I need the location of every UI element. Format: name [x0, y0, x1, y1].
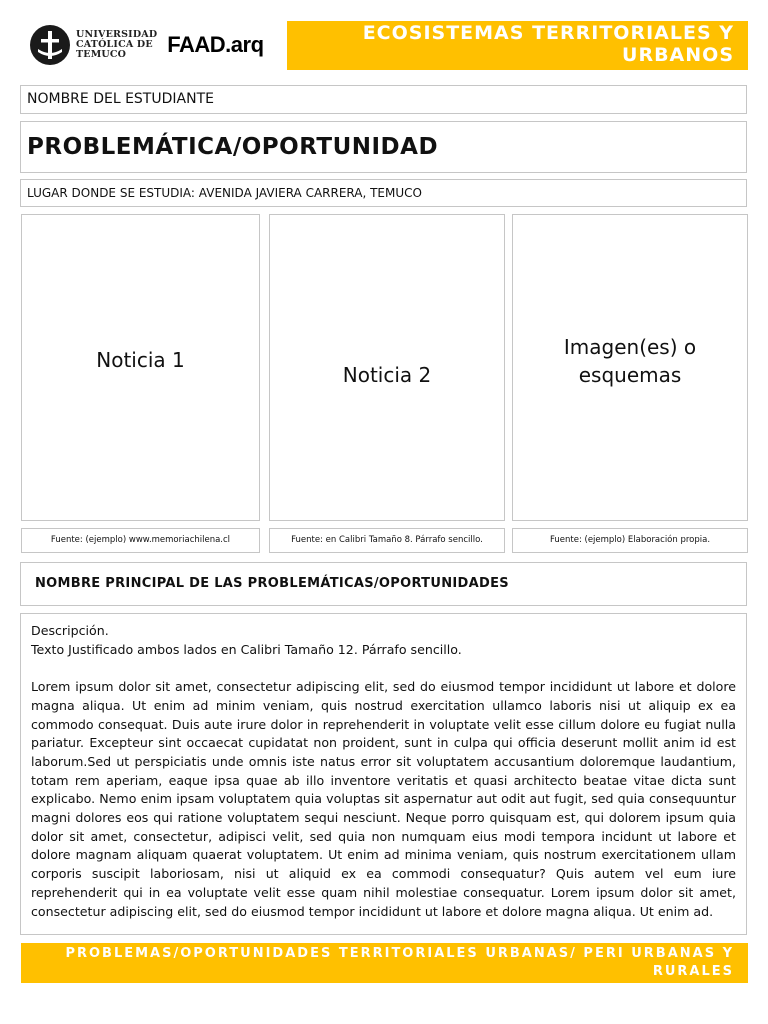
description-instruction: Texto Justificado ambos lados en Calibri Tamaño 12. Párrafo sencillo.	[31, 641, 462, 657]
panel-label: Noticia 1	[96, 347, 185, 372]
study-place-field[interactable]: LUGAR DONDE SE ESTUDIA: AVENIDA JAVIERA CARRERA, TEMUCO	[20, 179, 747, 207]
panel-label: Noticia 2	[342, 363, 432, 387]
footer-band: PROBLEMAS/OPORTUNIDADES TERRITORIALES URBANAS/ PERI URBANAS Y RURALES	[21, 943, 748, 983]
problem-title[interactable]: NOMBRE PRINCIPAL DE LAS PROBLEMÁTICAS/OPORTUNIDADES	[20, 562, 747, 606]
university-name: UNIVERSIDAD CATÓLICA DE TEMUCO	[76, 29, 158, 60]
header-title-band: ECOSISTEMAS TERRITORIALES Y URBANOS	[287, 21, 748, 70]
news-panel-2[interactable]	[269, 214, 505, 521]
source-caption-3[interactable]: Fuente: (ejemplo) Elaboración propia.	[512, 528, 748, 553]
university-logo	[28, 22, 278, 68]
university-seal-icon	[28, 23, 72, 67]
page-title: PROBLEMÁTICA/OPORTUNIDAD	[20, 121, 747, 173]
description-body: Lorem ipsum dolor sit amet, consectetur adipiscing elit, sed do eiusmod tempor incididunt ut labore et dolore magna aliqua. Ut enim ad minim veniam, quis nostrud exercitation ullamco laboris nisi ut aliquip ex ea commodo consequat. Duis aute irure dolor in reprehenderit in voluptate velit esse cillum dolore eu fugiat nulla pariatur. Excepteur sint occaecat cupidatat non proident, sunt in culpa qui officia deserunt mollit anim id est laborum.Sed ut perspiciatis unde omnis iste natus error sit voluptatem accusantium doloremque laudantium, totam rem aperiam, eaque ipsa quae ab illo inventore veritatis et quasi architecto beatae vitae dicta sunt explicabo. Nemo enim ipsam voluptatem quia voluptas sit aspernatur aut odit aut fugit, sed quia consequuntur magni dolores eos qui ratione voluptatem sequi nesciunt. Neque porro quisquam est, qui dolorem ipsum quia dolor sit amet, consectetur, adipisci velit, sed quia non numquam eius modi tempora incidunt ut labore et dolore magnam aliquam quaerat voluptatem. Ut enim ad minima veniam, quis nostrum exercitationem ullam corporis suscipit laboriosam, nisi ut aliquid ex ea commodi consequatur? Quis autem vel eum iure reprehenderit qui in ea voluptate velit esse quam nihil molestiae consequatur. Lorem ipsum dolor sit amet, consectetur adipiscing elit, sed do eiusmod tempor incididunt ut labore et dolore magna aliqua. Ut enim ad.	[31, 679, 736, 919]
panel-label: Imagen(es) o esquemas	[563, 334, 697, 387]
faculty-logo-text: FAAD.arq	[167, 32, 264, 57]
source-caption-1[interactable]: Fuente: (ejemplo) www.memoriachilena.cl	[21, 528, 260, 553]
images-panel[interactable]	[512, 214, 748, 521]
source-caption-2[interactable]: Fuente: en Calibri Tamaño 8. Párrafo sencillo.	[269, 528, 505, 553]
student-name-field[interactable]: NOMBRE DEL ESTUDIANTE	[20, 85, 747, 114]
description-box[interactable]	[20, 613, 747, 935]
description-heading: Descripción.	[31, 623, 109, 638]
news-panel-1[interactable]	[21, 214, 260, 521]
